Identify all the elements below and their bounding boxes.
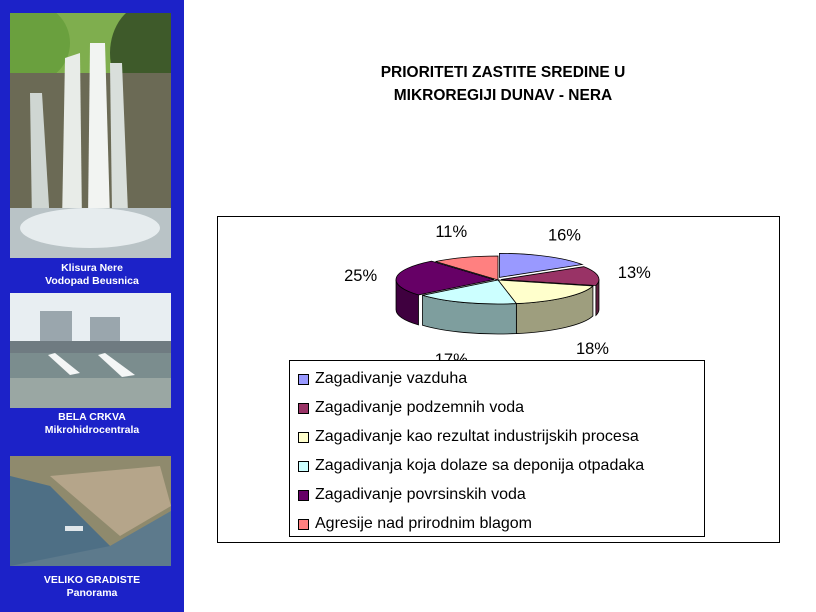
legend-label: Zagadivanja koja dolaze sa deponija otpadaka (315, 457, 645, 474)
caption-waterfall: Klisura Nere Vodopad Beusnica (45, 262, 139, 287)
pie-data-label: 25% (344, 267, 378, 286)
legend-label: Zagadivanje vazduha (315, 370, 468, 387)
legend-label: Zagadivanje kao rezultat industrijskih procesa (315, 428, 639, 445)
legend-swatch (298, 432, 309, 443)
chart-legend (289, 360, 705, 537)
legend-swatch (298, 519, 309, 530)
legend-label: Zagadivanje podzemnih voda (315, 399, 525, 416)
legend-item (298, 485, 526, 505)
legend-item (298, 456, 644, 476)
chart-title-line1: PRIORITETI ZASTITE SREDINE U (380, 64, 626, 81)
pie-data-label: 16% (547, 226, 581, 245)
caption-hydro-plant: BELA CRKVA Mikrohidrocentrala (44, 411, 140, 436)
legend-item (298, 369, 467, 389)
legend-swatch (298, 403, 309, 414)
legend-swatch (298, 461, 309, 472)
legend-item (298, 398, 524, 418)
legend-item (298, 427, 639, 447)
legend-swatch (298, 374, 309, 385)
chart-title-line2: MIKROREGIJI DUNAV - NERA (393, 87, 613, 104)
legend-label: Zagadivanje povrsinskih voda (315, 486, 526, 503)
legend-swatch (298, 490, 309, 501)
legend-label: Agresije nad prirodnim blagom (315, 515, 532, 532)
pie-data-label: 18% (575, 339, 609, 358)
pie-data-label: 11% (435, 223, 468, 242)
legend-item (298, 514, 532, 534)
pie-data-label: 13% (617, 263, 651, 282)
caption-town-panorama: VELIKO GRADISTE Panorama (43, 574, 141, 599)
